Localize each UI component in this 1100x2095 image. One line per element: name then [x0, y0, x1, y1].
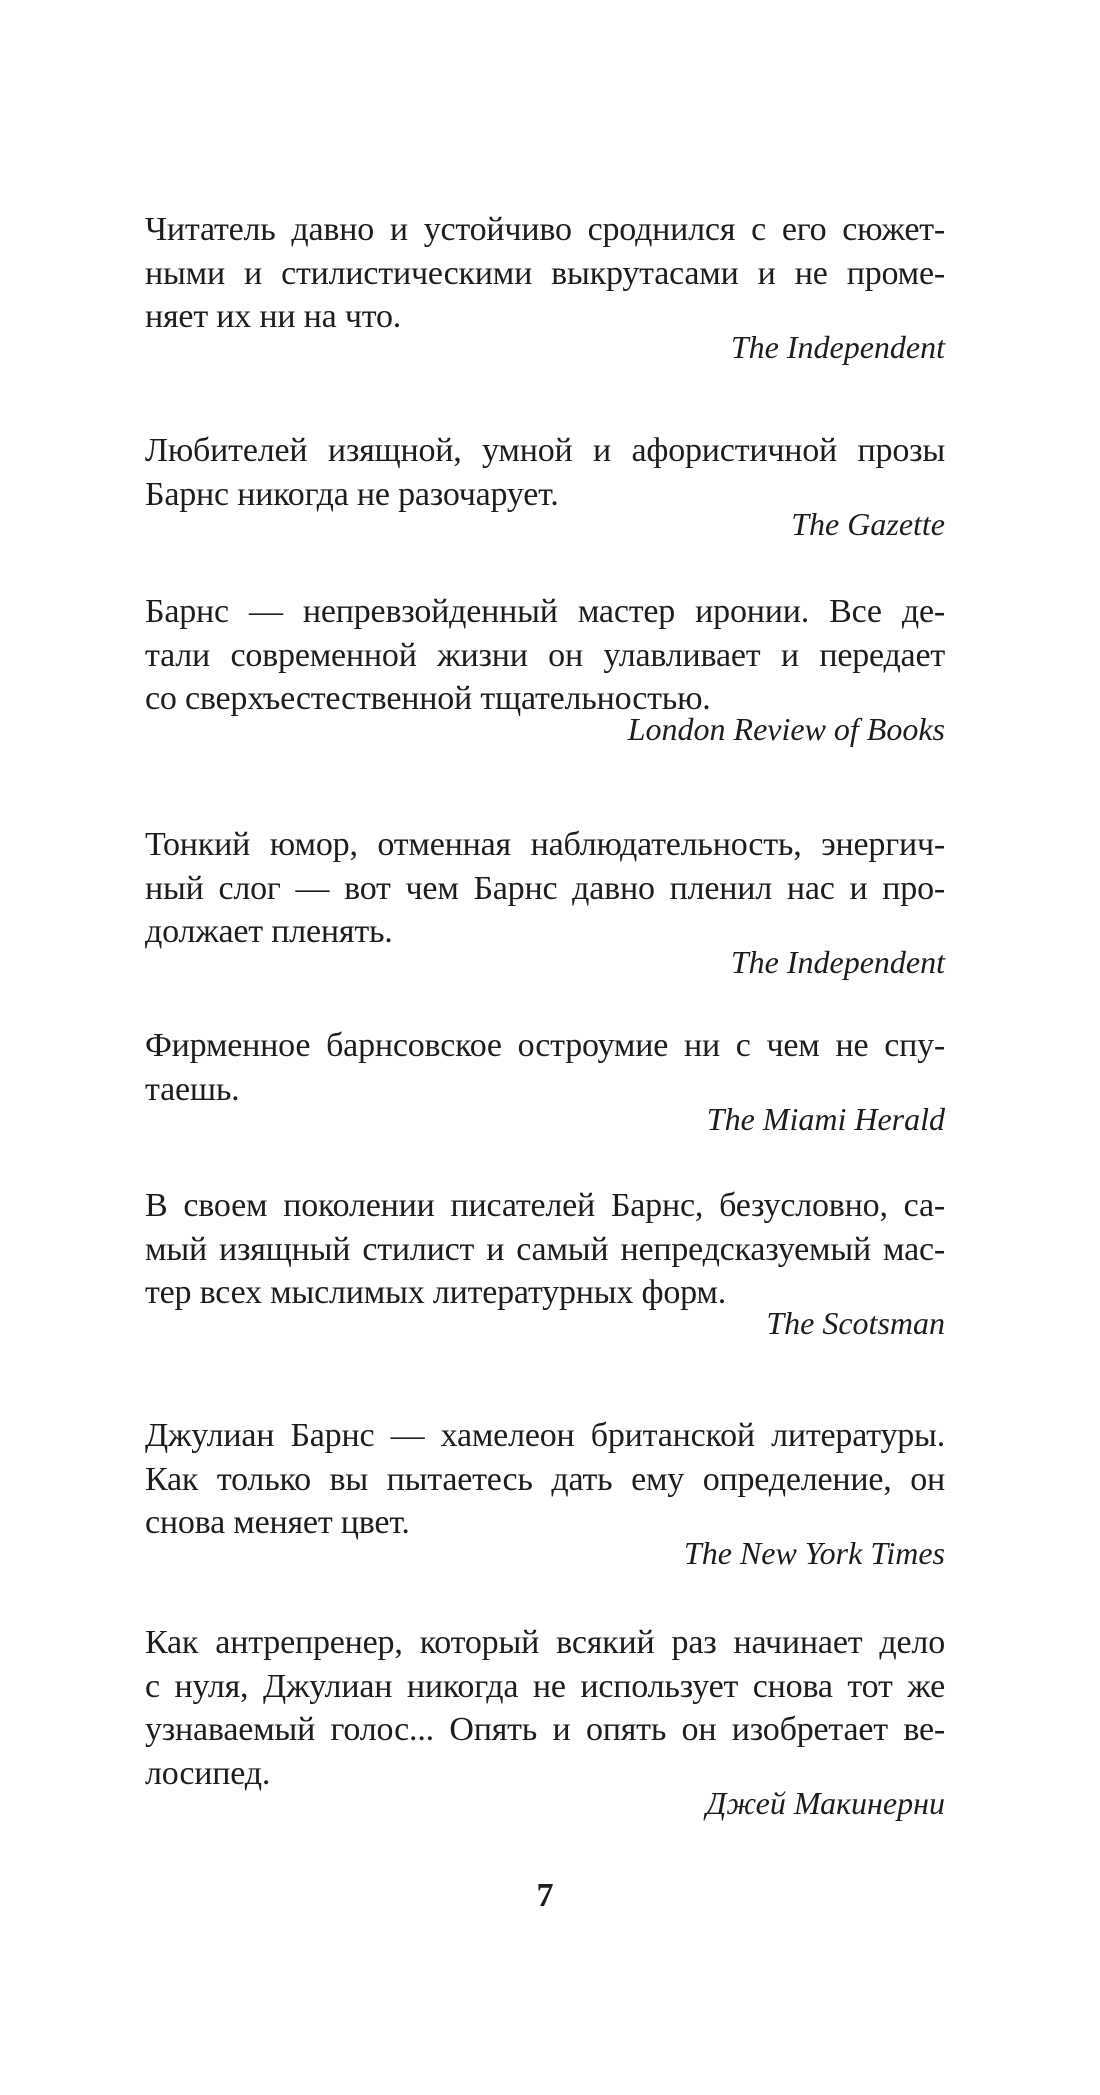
quote-line: Любителей изящной, умной и афористичной прозы: [145, 432, 945, 469]
review-source: The Gazette: [791, 506, 945, 542]
quote-line: Барнс никогда не разочарует.: [145, 475, 559, 513]
quote-line: Как антрепренер, который всякий раз начинает дело: [145, 1624, 945, 1661]
quote-line: с нуля, Джулиан никогда не использует снова тот же: [145, 1667, 945, 1705]
quote-line: Тонкий юмор, отменная наблюдательность, энергич-: [145, 826, 945, 863]
review-quote: [145, 1024, 945, 1111]
quote-line: лосипед.: [145, 1754, 271, 1792]
review-5: [145, 1024, 945, 1139]
quote-line: В своем поколении писателей Барнс, безусловно, са-: [145, 1187, 945, 1224]
review-quote: [145, 1184, 945, 1315]
page-number: 7: [536, 1877, 554, 1914]
review-6: [145, 1184, 945, 1343]
review-source: The New York Times: [683, 1534, 945, 1571]
quote-line: таешь.: [145, 1070, 240, 1108]
quote-line: Читатель давно и устойчиво сроднился с его сюжет-: [145, 211, 945, 248]
review-7: [145, 1414, 945, 1573]
quote-line: Барнс — непревзойденный мастер иронии. Все де-: [145, 593, 945, 630]
quote-line: ный слог — вот чем Барнс давно пленил нас и про-: [145, 869, 945, 907]
quote-line: Фирменное барнсовское остроумие ни с чем не спу-: [145, 1027, 945, 1064]
quote-line: тали современной жизни он улавливает и передает: [145, 636, 945, 674]
review-source: The Scotsman: [766, 1304, 945, 1341]
review-quote: [145, 1414, 945, 1545]
quote-line: снова меняет цвет.: [145, 1504, 410, 1541]
quote-line: Джулиан Барнс — хамелеон британской литературы.: [145, 1417, 945, 1454]
review-4: [145, 823, 945, 982]
quote-line: мый изящный стилист и самый непредсказуемый мас-: [145, 1230, 945, 1268]
review-source: Джей Макинерни: [705, 1785, 945, 1821]
review-quote: [145, 823, 945, 954]
review-source: London Review of Books: [627, 710, 945, 747]
review-source: The Miami Herald: [706, 1101, 945, 1137]
review-source: The Independent: [730, 943, 945, 980]
quote-line: Как только вы пытаетесь дать ему определение, он: [145, 1460, 945, 1498]
quote-line: тер всех мыслимых литературных форм.: [145, 1274, 727, 1311]
quote-line: должает пленять.: [145, 913, 393, 950]
quote-line: со сверхъестественной тщательностью.: [145, 680, 711, 717]
review-2: [145, 429, 945, 544]
review-3: [145, 590, 945, 749]
review-quote: [145, 1621, 945, 1795]
review-quote: [145, 590, 945, 721]
review-quote: [145, 208, 945, 339]
review-source: The Independent: [730, 328, 945, 365]
review-1: [145, 208, 945, 367]
quote-line: няет их ни на что.: [145, 298, 402, 335]
review-8: [145, 1621, 945, 1823]
quote-line: узнаваемый голос... Опять и опять он изобретает ве-: [145, 1711, 945, 1748]
quote-line: ными и стилистическими выкрутасами и не проме-: [145, 254, 945, 292]
book-page: [145, 0, 945, 2095]
review-quote: [145, 429, 945, 516]
